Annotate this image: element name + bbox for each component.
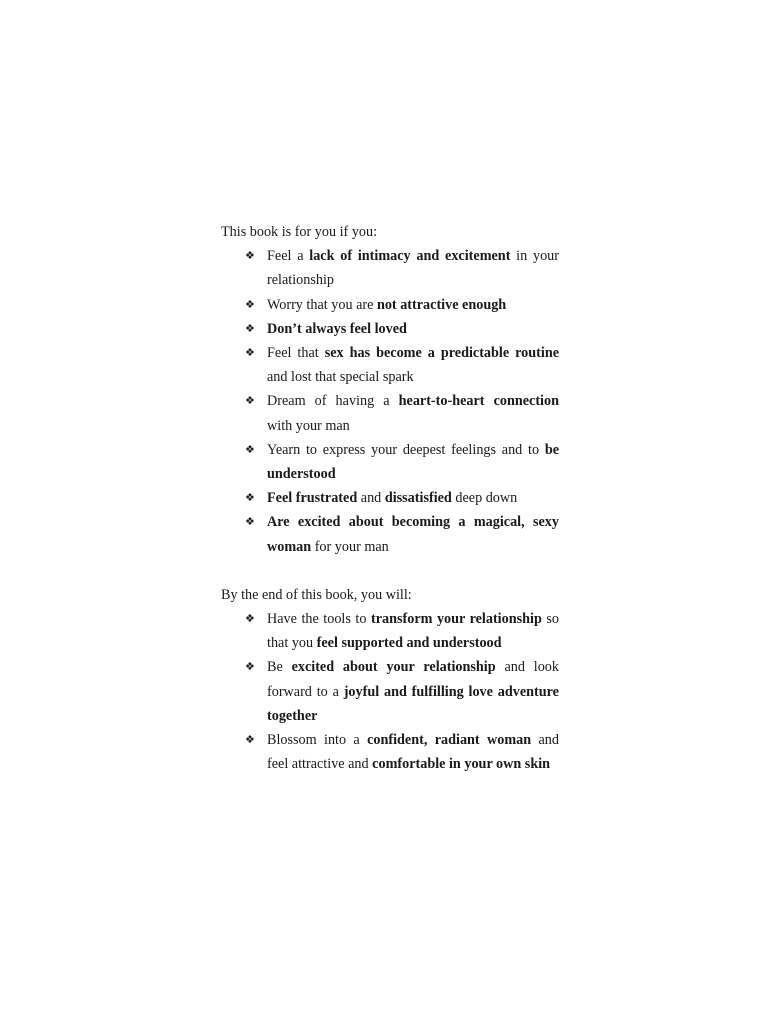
diamond-bullet-icon: ❖ [245,613,255,626]
text: deep down [451,490,518,507]
diamond-bullet-icon: ❖ [245,347,255,360]
text: Be [267,659,292,676]
text: Feel a [267,248,310,265]
bullet-list [221,244,559,559]
list-item [221,438,559,486]
diamond-bullet-icon: ❖ [245,443,255,456]
section-you-will [221,583,559,777]
bold-text: feel supported and understood [316,635,502,652]
text: Blossom into a [267,732,368,749]
bold-text: be understood [267,441,559,483]
diamond-bullet-icon: ❖ [245,322,255,335]
list-item [221,486,559,510]
bold-text: joyful and fulfilling love adventure together [267,683,559,724]
text: Dream of having a [267,393,399,410]
list-item [221,244,559,292]
list-item [221,728,559,776]
list-item [221,341,559,389]
diamond-bullet-icon: ❖ [245,516,255,529]
bold-text: excited about your relationship [291,659,496,676]
list-item [221,607,559,655]
text: and [357,490,385,507]
text: for your man [311,538,389,555]
list-item [221,293,559,317]
list-item [221,389,559,437]
text: Worry that you are [267,296,377,313]
text: Feel that [267,345,325,362]
diamond-bullet-icon: ❖ [245,492,255,505]
list-item [221,317,559,341]
bold-text: comfortable in your own skin [372,756,551,773]
text: with your man [267,417,350,434]
bold-text: sex has become a predictable routine [324,345,560,362]
page-content [221,220,559,776]
diamond-bullet-icon: ❖ [245,250,255,263]
bold-text: confident, radiant woman [367,732,532,749]
section-intro: This book is for you if you: [221,224,378,240]
diamond-bullet-icon: ❖ [245,661,255,674]
text: and feel attractive and [267,732,559,773]
diamond-bullet-icon: ❖ [245,734,255,747]
bold-text: Feel frustrated [267,490,358,507]
text: and look forward to a [267,659,559,700]
diamond-bullet-icon: ❖ [245,395,255,408]
text: so that you [267,611,559,652]
list-item [221,655,559,728]
section-intro: By the end of this book, you will: [221,586,412,603]
bullet-list [221,607,559,776]
bold-text: dissatisfied [384,490,452,507]
text: in your relationship [267,248,559,289]
bold-text: Are excited about becoming a magical, sexy woman [267,514,559,555]
text: Have the tools to [267,611,371,628]
bold-text: lack of intimacy and excitement [309,248,511,265]
bold-text: transform your relationship [370,611,542,628]
diamond-bullet-icon: ❖ [245,298,255,311]
bold-text: heart-to-heart connection [398,393,559,410]
section-for-you [221,220,559,559]
text: Yearn to express your deepest feelings and to [267,441,545,458]
list-item [221,510,559,558]
bold-text: Don’t always feel loved [267,320,407,337]
text: and lost that special spark [267,369,414,386]
bold-text: not attractive enough [376,296,507,313]
